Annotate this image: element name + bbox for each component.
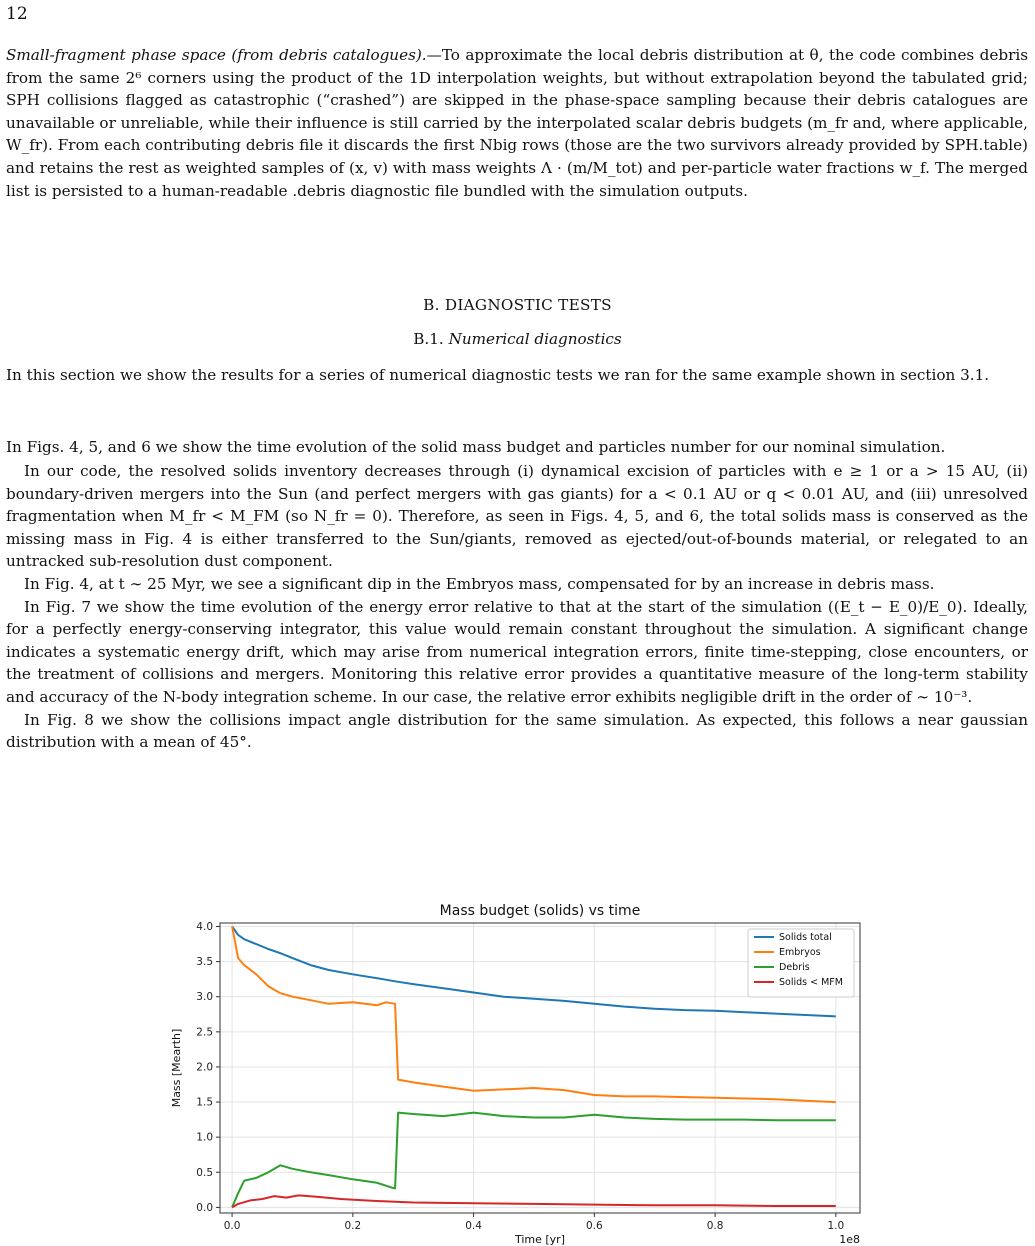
paragraph-group — [6, 460, 1028, 754]
series-line — [232, 927, 836, 1103]
paragraph-intro: In this section we show the results for a series of numerical diagnostic tests we ran for the same example shown in section 3.1. — [6, 366, 990, 384]
paragraph-body: —To approximate the local debris distribution at θ, the code combines debris from the same 2⁶ corners using the product of the 1D interpolation weights, but without extrapolation beyond the tabulated grid; SPH collisions flagged as catastrophic (“crashed”) are skipped in the phase-space sampling because their debris catalogues are unavailable or unreliable, while their influence is still carried by the interpolated scalar debris budgets (m_fr and, where applicable, W_fr). From each contributing debris file it discards the first Nbig rows (those are the two survivors already provided by SPH.table) and retains the rest as weighted samples of (x, v) with mass weights Λ · (m/M_tot) and per-particle water fractions w_f. The merged list is persisted to a human-readable .debris diagnostic file bundled with the simulation outputs. — [6, 46, 1028, 200]
y-tick-label: 3.0 — [196, 991, 213, 1004]
paragraph-small-fragment — [6, 44, 1028, 202]
y-tick-label: 1.5 — [196, 1096, 213, 1109]
paragraph-energy: In Fig. 7 we show the time evolution of the energy error relative to that at the start of the simulation ((E_t − E_0)/E_0). Ideally, for a perfectly energy-conserving integrator, this value would remain constant throughout the simulation. A significant change indicates a systematic energy drift, which may arise from numerical integration errors, finite time-stepping, close encounters, or the treatment of collisions and mergers. Monitoring this relative error provides a quantitative measure of the long-term stability and accuracy of the N-body integration scheme. In our case, the relative error exhibits negligible drift in the order of ∼ 10⁻³. — [6, 597, 1028, 706]
x-tick-label: 0.0 — [223, 1220, 241, 1232]
subsection-number: B.1. — [413, 330, 444, 348]
x-tick-label: 1.0 — [827, 1220, 845, 1232]
x-tick-label: 0.6 — [585, 1220, 603, 1232]
y-tick-label: 2.0 — [196, 1061, 213, 1074]
mass-budget-chart — [160, 895, 880, 1245]
x-tick-label: 0.8 — [706, 1220, 724, 1232]
paragraph-inventory: In our code, the resolved solids inventory decreases through (i) dynamical excision of particles with e ≥ 1 or a > 15 AU, (ii) boundary-driven mergers into the Sun (and perfect mergers with gas giants) for a < 0.1 AU or q < 0.01 AU, and (iii) unresolved fragmentation when M_fr < M_FM (so N_fr = 0). Therefore, as seen in Figs. 4, 5, and 6, the total solids mass is conserved as the missing mass in Fig. 4 is either transferred to the Sun/giants, removed as ejected/out-of-bounds material, or relegated to an untracked sub-resolution dust component. — [6, 462, 1028, 571]
legend-label: Solids total — [779, 932, 832, 943]
page-number: 12 — [6, 4, 28, 24]
y-axis-label: Mass [Mearth] — [170, 1028, 183, 1108]
x-tick-label: 0.4 — [465, 1220, 482, 1232]
x-axis-label: Time [yr] — [514, 1233, 566, 1245]
legend-label: Debris — [779, 962, 810, 973]
paragraph-figs: In Figs. 4, 5, and 6 we show the time evolution of the solid mass budget and particles number for our nominal simulation. — [6, 438, 946, 456]
subsection-name: Numerical diagnostics — [448, 330, 622, 348]
y-tick-label: 0.5 — [196, 1166, 213, 1179]
series-line — [232, 1195, 836, 1207]
x-tick-label: 0.2 — [344, 1220, 362, 1232]
legend-label: Embryos — [779, 947, 821, 958]
x-offset-label: 1e8 — [839, 1233, 860, 1245]
mass-budget-figure — [160, 895, 880, 1245]
y-tick-label: 2.5 — [196, 1026, 213, 1039]
y-tick-label: 1.0 — [196, 1131, 213, 1144]
subsection-title — [0, 330, 1035, 348]
legend-label: Solids < MFM — [779, 977, 843, 988]
paragraph-lead: Small-fragment phase space (from debris catalogues). — [6, 46, 427, 64]
series-line — [232, 1113, 836, 1208]
y-tick-label: 3.5 — [196, 956, 213, 969]
paragraph-angle: In Fig. 8 we show the collisions impact angle distribution for the same simulation. As expected, this follows a near gaussian distribution with a mean of 45°. — [6, 710, 1028, 752]
y-tick-label: 0.0 — [196, 1201, 213, 1214]
y-tick-label: 4.0 — [196, 921, 213, 934]
section-title: B. DIAGNOSTIC TESTS — [423, 296, 612, 314]
paragraph-dip: In Fig. 4, at t ∼ 25 Myr, we see a significant dip in the Embryos mass, compensated for by an increase in debris mass. — [24, 574, 935, 593]
chart-title: Mass budget (solids) vs time — [439, 903, 641, 919]
